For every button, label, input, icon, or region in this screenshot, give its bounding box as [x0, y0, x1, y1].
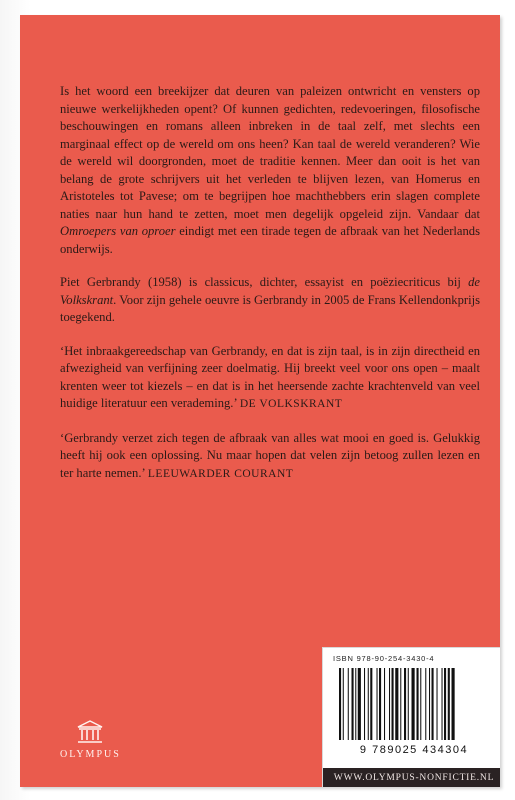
newspaper-title: de Volkskrant: [60, 275, 480, 307]
isbn-label: ISBN 978-90-254-3430-4: [333, 654, 435, 663]
blurb-paragraph-1: Is het woord een breekijzer dat deuren van paleizen ontwricht en vensters op nieuwe werkelijkheden opent? Of kunnen gedichten, redevoeringen, filosofische beschouwingen en romans alleen inbreken in de taal zelf, met slechts een marginaal effect op de wereld om ons heen? Kan taal de wereld veranderen? Wie de wereld wil doorgronden, moet de traditie kennen. Meer dan ooit is het van belang de grote schrijvers uit het verleden te blijven lezen, van Homerus en Aristoteles tot Pavese; om te begrijpen hoe machthebbers erin slagen complete naties naar hun hand te zetten, moet men degelijk opgeleid zijn. Vandaar dat Omroepers van oproer eindigt met een tirade tegen de afbraak van het Nederlands onderwijs.: [60, 84, 480, 256]
quote-source: DE VOLKSKRANT: [239, 398, 343, 410]
quote-source: LEEUWARDER COURANT: [147, 467, 294, 480]
quote-2: ‘Gerbrandy verzet zich tegen de afbraak van alles wat mooi en goed is. Gelukkig heeft hij ook een oplossing. Nu maar hopen dat velen zijn betoog zullen lezen en ter harte nemen.’ LEEUWARDER COURANT: [60, 430, 480, 480]
quote-1: ‘Het inbraakgereedschap van Gerbrandy, en dat is zijn taal, is in zijn directheid en afwezigheid van verfijning zeer doelmatig. Hij breekt veel voor ons open – maalt krenten weer tot kiezels – en dat is in het heersende zachte krachtenveld van veel huidige literatuur een verademing.’ DE VOLKSKRANT: [60, 343, 480, 410]
publisher-name: OLYMPUS: [60, 749, 121, 760]
barcode-number: 9 789025 434304: [359, 744, 469, 756]
back-cover: [20, 15, 500, 787]
barcode-icon: [337, 668, 491, 742]
blurb-text: [60, 83, 480, 499]
temple-icon: [77, 720, 103, 744]
barcode-panel: [322, 647, 500, 787]
book-title: Omroepers van oproer: [60, 224, 176, 238]
publisher-logo: [60, 720, 120, 760]
website-url: WWW.OLYMPUS-NONFICTIE.NL: [323, 768, 500, 787]
blurb-paragraph-2: Piet Gerbrandy (1958) is classicus, dichter, essayist en poëziecriticus bij de Volkskrant. Voor zijn gehele oeuvre is Gerbrandy in 2005 de Frans Kellendonkprijs toegekend.: [60, 275, 480, 324]
